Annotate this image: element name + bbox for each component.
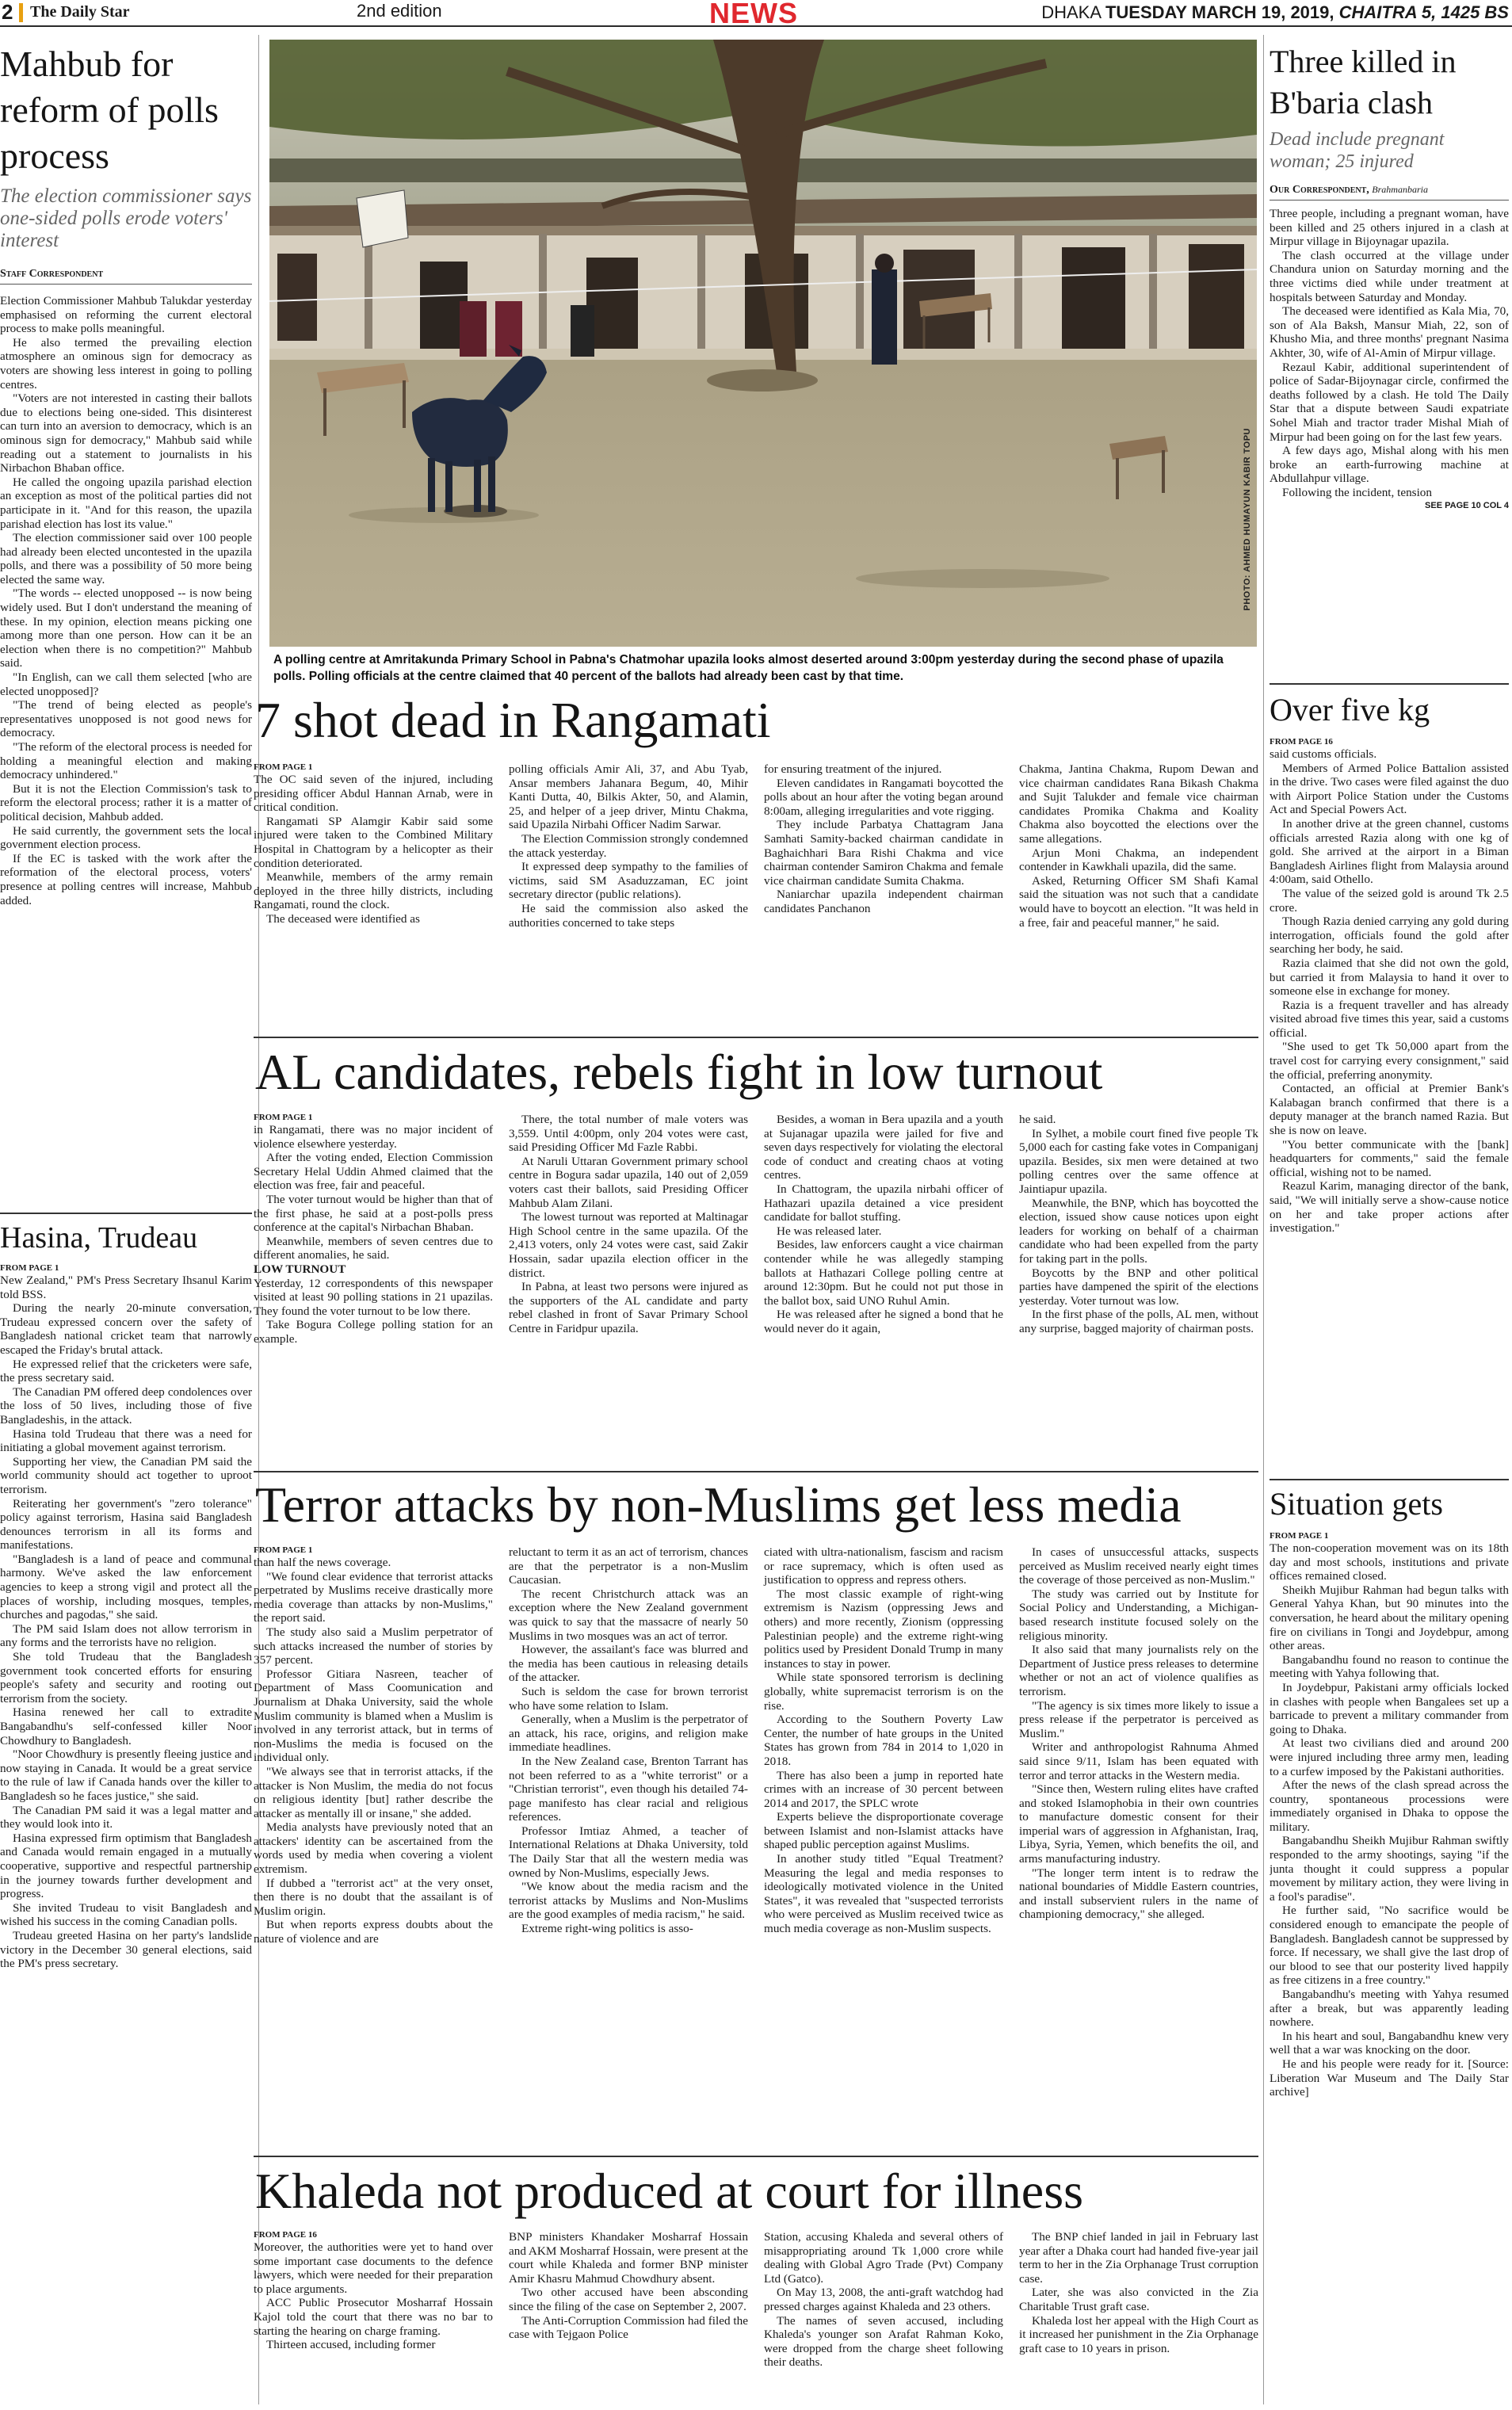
paragraph: The Canadian PM said it was a legal matter and they would look into it.	[0, 1803, 252, 1831]
paragraph: Trudeau greeted Hasina on her party's landslide victory in the December 30 general elections, said the PM's press secretary.	[0, 1928, 252, 1971]
paragraph: According to the Southern Poverty Law Center, the number of hate groups in the United States has grown from 784 in 2014 to 1,020 in 2018.	[764, 1713, 1003, 1768]
headline: Over five kg	[1270, 692, 1430, 728]
paragraph: In the New Zealand case, Brenton Tarrant has not been referred to as a "white terrorist" or a "Christian terrorist", even though his detailed 74-page manifesto has clear racial and religious references.	[509, 1754, 748, 1824]
paragraph: Though Razia denied carrying any gold during interrogation, officials found the gold after searching her body, he said.	[1270, 915, 1509, 957]
dateline-city: DHAKA	[1041, 2, 1101, 22]
paragraph: The PM said Islam does not allow terrorism in any forms and the terrorists have no religion.	[0, 1621, 252, 1650]
headline: Terror attacks by non-Muslims get less media	[255, 1476, 1182, 1533]
section-label: NEWS	[709, 0, 798, 29]
paragraph: If the EC is tasked with the work after the reformation of the electoral process, voters' presence at polling centres will increase, Mahbub added.	[0, 851, 252, 907]
paragraph: The recent Christchurch attack was an exception where the New Zealand government was quick to say that the massacre of nearly 50 Muslims in two mosques was an act of terror.	[509, 1587, 748, 1643]
paragraph: The deceased were identified as	[266, 911, 420, 926]
headline: AL candidates, rebels fight in low turnout	[255, 1044, 1103, 1100]
paragraph: The election commissioner said over 100 people had already been elected uncontested in the upazila polls, and there was a possibility of 50 more being elected the same way.	[0, 531, 252, 586]
text-column	[1019, 2230, 1258, 2406]
paragraph: "Bangladesh is a land of peace and communal harmony. We've asked the law enforcement agencies to keep a strong vigil and protect all the places of worship, including mosques, temples, churches and pagodas," she said.	[0, 1552, 252, 1622]
paragraph: than half the news coverage.	[254, 1556, 391, 1569]
paragraph: The OC said seven of the injured, including presiding officer Abdul Hannan Arnab, were in critical condition.	[254, 773, 493, 815]
paragraph: He said currently, the government sets the local government election process.	[0, 823, 252, 852]
divider	[254, 2156, 1258, 2157]
article-body	[0, 1274, 252, 1971]
paragraph: The most classic example of right-wing extremism is Nazism (oppressing Jews and others) and more recently, Zionism (oppressing Palestinian people) and the extreme right-wing politics used by President Donald Trump in many instances to stay in power.	[764, 1587, 1003, 1671]
paragraph: Supporting her view, the Canadian PM said the world community should act together to uproot terrorism.	[0, 1454, 252, 1496]
paragraph: Bangabandhu found no reason to continue the meeting with Yahya following that.	[1270, 1652, 1509, 1681]
paragraph: Yesterday, 12 correspondents of this newspaper visited at least 90 polling stations in 21 upazilas. They found the voter turnout to be low there.	[254, 1276, 493, 1318]
paragraph: Besides, a woman in Bera upazila and a youth at Sujanagar upazila were jailed for five and seven days respectively for violating the electoral code of conduct and creating chaos at voting centres.	[764, 1113, 1003, 1182]
paragraph: In his heart and soul, Bangabandhu knew very well that a war was knocking on the door.	[1270, 2029, 1509, 2057]
paragraph: During the nearly 20-minute conversation, Trudeau expressed concern over the safety of Bangladesh national cricket team that narrowly escaped the Friday's brutal attack.	[0, 1301, 252, 1357]
polling-centre-illustration	[269, 40, 1257, 647]
paragraph: Two other accused have been absconding since the filing of the case on September 2, 2007.	[509, 2286, 748, 2313]
paragraph: In Sylhet, a mobile court fined five people Tk 5,000 each for casting fake votes in Companiganj upazila. Besides, six men were detained at two polling centres over the same offence at Jaintiapur upazila.	[1019, 1126, 1258, 1196]
paragraph: At least two civilians died and around 200 were injured including three army men, leading to a curfew imposed by the Pakistani authorities.	[1270, 1736, 1509, 1778]
paragraph: "You better communicate with the [bank] headquarters for comments," said the female official, wishing not to be named.	[1270, 1137, 1509, 1179]
article-rangamati-body	[254, 762, 1258, 1032]
text-column	[509, 1545, 748, 2156]
headline: Situation gets	[1270, 1486, 1443, 1522]
jump-kicker: FROM PAGE 1	[254, 1545, 313, 1555]
article-al-candidates	[254, 1043, 1258, 1106]
text-column	[254, 762, 493, 1032]
paragraph: But when reports express doubts about the nature of violence and are	[254, 1918, 493, 1946]
deck: Dead include pregnant woman; 25 injured	[1270, 129, 1445, 172]
paragraph: Later, she was also convicted in the Zia Charitable Trust graft case.	[1019, 2286, 1258, 2313]
paragraph: The BNP chief landed in jail in February last year after a Dhaka court had handed five-year jail term to her in the Zia Orphanage Trust corruption case.	[1019, 2230, 1258, 2286]
paragraph: Meanwhile, the BNP, which has boycotted the election, issued show cause notices upon eight leaders for working on behalf of a chairman candidate who had been expelled from the party for taking part in the polls.	[1019, 1196, 1258, 1266]
divider	[0, 1213, 252, 1214]
article-khaleda	[254, 2162, 1258, 2225]
continued-label: SEE PAGE 10 COL 4	[1425, 501, 1509, 511]
photo-caption: A polling centre at Amritakunda Primary School in Pabna's Chatmohar upazila looks almost deserted around 3:00pm yesterday during the second phase of upazila polls. Polling officials at the centre claimed that 40 percent of the ballots had already been cast by that time.	[273, 653, 1224, 683]
paragraph: BNP ministers Khandaker Mosharraf Hossain and AKM Mosharraf Hossain, were present at the court while Khaleda and former BNP minister Amir Khasru Mahmud Chowdhury absent.	[509, 2230, 748, 2286]
paragraph: In another study titled "Equal Treatment? Measuring the legal and media responses to ideologically motivated violence in the United States", it was revealed that "suspected terrorists who were perceived as Muslim received twice as much media coverage as non-Muslim suspects.	[764, 1852, 1003, 1936]
paragraph: She invited Trudeau to visit Bangladesh and wished his success in the coming Canadian polls.	[0, 1900, 252, 1929]
paragraph: Sheikh Mujibur Rahman had begun talks with General Yahya Khan, but 90 minutes into the conversation, he heard about the military opening fire on civilians in Tongi and Joydebpur, among other areas.	[1270, 1583, 1509, 1653]
paragraph: "Noor Chowdhury is presently fleeing justice and now staying in Canada. It would be a great service to the rule of law if Canada hands over the killer to Bangladesh so he faces justice," she said.	[0, 1747, 252, 1803]
article-body	[1270, 747, 1509, 1236]
paragraph: Razia claimed that she did not own the gold, but carried it from Malaysia to hand it over to someone else in exchange for money.	[1270, 956, 1509, 999]
article-terror-body	[254, 1545, 1258, 2156]
headline: Khaleda not produced at court for illness	[255, 2163, 1083, 2219]
paragraph: "The agency is six times more likely to issue a press release if the perpetrator is perceived as Muslim."	[1019, 1698, 1258, 1740]
paragraph: Extreme right-wing politics is asso-	[521, 1922, 693, 1936]
paragraph: ciated with ultra-nationalism, fascism and racism or race supremacy, which is often used as justification to oppress and repress others.	[764, 1545, 1003, 1587]
paragraph: "The trend of being elected as people's representatives unopposed is not good news for democracy.	[0, 698, 252, 740]
article-body	[1270, 1541, 1509, 2099]
paragraph: Generally, when a Muslim is the perpetrator of an attack, his race, origins, and religion make immediate headlines.	[509, 1713, 748, 1755]
text-column	[509, 1113, 748, 1446]
paragraph: At Naruli Uttaran Government primary school centre in Bogura sadar upazila, 140 out of 2,059 voters cast their ballots, said Presiding Officer Mahbub Alam Zilani.	[509, 1154, 748, 1210]
paragraph: Naniarchar upazila independent chairman candidates Panchanon	[764, 888, 1003, 915]
paragraph: Professor Gitiara Nasreen, teacher of Department of Mass Coomunication and Journalism at Dhaka University, said the whole Muslim community is blamed when a Muslim is involved in any terrorist attack, but in terms of non-Muslims the media is focused on the individual only.	[254, 1667, 493, 1765]
paragraph: The study was carried out by Institute for Social Policy and Understanding, a Michigan-based research institute focused solely on the religious minority.	[1019, 1587, 1258, 1643]
text-column	[254, 1113, 493, 1446]
byline-name: Our Correspondent,	[1270, 184, 1369, 196]
headline: Hasina, Trudeau	[0, 1221, 198, 1255]
paragraph: "The longer term intent is to redraw the national boundaries of Middle Eastern countries, and install subservient rulers in the name of championing democracy," she alleged.	[1019, 1866, 1258, 1922]
dateline-main: TUESDAY MARCH 19, 2019,	[1105, 2, 1334, 22]
article-al-body	[254, 1113, 1258, 1446]
paragraph: It also said that many journalists rely on the Department of Justice press releases to determine whether or not an act of violence qualifies as terrorism.	[1019, 1643, 1258, 1698]
text-column	[1019, 762, 1258, 1032]
headline: Mahbub for reform of polls process	[0, 44, 219, 176]
article-situation-gets	[1270, 1485, 1509, 2409]
paragraph: If dubbed a "terrorist act" at the very onset, then there is no doubt that the assailant is of Muslim origin.	[254, 1876, 493, 1918]
paragraph: Experts believe the disproportionate coverage between Islamist and non-Islamist attacks have shaped public perception against Muslims.	[764, 1810, 1003, 1852]
paragraph: Hasina told Trudeau that there was a need for initiating a global movement against terrorism.	[0, 1427, 252, 1455]
jump-kicker: FROM PAGE 1	[0, 1263, 59, 1273]
headline: Three killed in B'baria clash	[1270, 44, 1457, 120]
headline: 7 shot dead in Rangamati	[255, 692, 771, 748]
paragraph: On May 13, 2008, the anti-graft watchdog had pressed charges against Khaleda and 23 others.	[764, 2286, 1003, 2313]
divider	[254, 1037, 1258, 1038]
paragraph: In Joydebpur, Pakistani army officials locked in clashes with people when Bangalees set up a barricade to prevent a military commander from going to Dhaka.	[1270, 1680, 1509, 1736]
paragraph: Rezaul Kabir, additional superintendent of police of Sadar-Bijoynagar circle, confirmed the deaths followed by a clash. He told The Daily Star that a dispute between Saudi expatriate Sohel Miah and tractor trader Mishal Miah of Mirpur had been going on for the last few years.	[1270, 360, 1509, 444]
paragraph: Take Bogura College polling station for an example.	[254, 1318, 493, 1346]
paragraph: He also termed the prevailing election atmosphere an ominous sign for democracy as voters are showing less interest in going to polling centres.	[0, 335, 252, 391]
paragraph: "We always see that in terrorist attacks, if the attacker is Non Muslim, the media do not focus on religious identity [but] rather describe the attacker as mentally ill or insane," she added.	[254, 1764, 493, 1820]
article-terror-attacks	[254, 1476, 1258, 1539]
page-number: 2	[2, 0, 13, 24]
page-number-bar	[19, 3, 23, 22]
paragraph: The lowest turnout was reported at Maltinagar High School centre in the same upazila. Of the 2,413 voters, only 24 votes were cast, said Zakir Hossain, sadar upazila election officer in the district.	[509, 1210, 748, 1280]
paragraph: There has also been a jump in reported hate crimes with an increase of 30 percent between 2014 and 2017, the SPLC wrote	[764, 1768, 1003, 1810]
paragraph: The value of the seized gold is around Tk 2.5 crore.	[1270, 886, 1509, 915]
photo-credit: PHOTO: AHMED HUMAYUN KABIR TOPU	[1243, 428, 1252, 611]
text-column	[764, 762, 1003, 1032]
paragraph: The non-cooperation movement was on its 18th day and most schools, institutions and private offices remained closed.	[1270, 1541, 1509, 1583]
paragraph: Bangabandhu Sheikh Mujibur Rahman swiftly responded to the army shootings, saying "if the junta thought it could suppress a popular movement by military action, they were living in a fool's paradise".	[1270, 1834, 1509, 1904]
paragraph: "The reform of the electoral process is needed for holding a meaningful election and making democracy unhindered."	[0, 740, 252, 782]
byline: Staff Correspondent	[0, 268, 252, 285]
paragraph: The names of seven accused, including Khaleda's younger son Arafat Rahman Koko, were dropped from the charge sheet following their deaths.	[764, 2313, 1003, 2370]
paragraph: ACC Public Prosecutor Mosharraf Hossain Kajol told the court that there was no bar to starting the hearing on charge framing.	[254, 2296, 493, 2338]
paragraph: Moreover, the authorities were yet to hand over some important case documents to the defence lawyers, which were needed for their preparation to place arguments.	[254, 2240, 493, 2296]
jump-kicker: FROM PAGE 1	[1270, 1531, 1329, 1541]
jump-kicker: FROM PAGE 1	[254, 762, 313, 772]
paragraph: "We know about the media racism and the terrorist attacks by Muslims and Non-Muslims are the good examples of media racism," he said.	[509, 1880, 748, 1922]
news-photo	[269, 40, 1257, 647]
paragraph: Thirteen accused, including former	[266, 2338, 436, 2352]
text-column	[764, 1113, 1003, 1446]
divider	[1270, 1479, 1509, 1480]
paragraph: in Rangamati, there was no major incident of violence elsewhere yesterday.	[254, 1123, 493, 1151]
article-khaleda-body	[254, 2230, 1258, 2406]
jump-kicker: FROM PAGE 1	[254, 1113, 313, 1122]
paragraph: Chakma, Jantina Chakma, Rupom Dewan and vice chairman candidates Rana Bikash Chakma and Sujit Talukder and female vice chairman candidates Promika Chakma and Koality Chakma also boycotted the elections over the same allegations.	[1019, 762, 1258, 846]
article-hasina	[0, 1220, 252, 2409]
paragraph: Eleven candidates in Rangamati boycotted the polls about an hour after the voting began around 8:00am, alleging irregularities and vote rigging.	[764, 776, 1003, 818]
paragraph: reluctant to term it as an act of terrorism, chances are that the perpetrator is a non-Muslim Caucasian.	[509, 1545, 748, 1587]
paragraph: Media analysts have previously noted that an attackers' identity can be ascertained from the words used by media when covering a violent extremism.	[254, 1820, 493, 1877]
paragraph: He said the commission also asked the authorities concerned to take steps	[509, 901, 748, 930]
column-rule	[1263, 35, 1264, 2404]
text-column	[764, 1545, 1003, 2156]
paragraph: "We found clear evidence that terrorist attacks perpetrated by Muslims receive drastically more media coverage than attacks by non-Muslims," the report said.	[254, 1569, 493, 1625]
paragraph: However, the assailant's face was blurred and the media has been cautious in releasing details of the attacker.	[509, 1643, 748, 1685]
jump-kicker: FROM PAGE 16	[254, 2230, 317, 2240]
text-column	[1019, 1113, 1258, 1446]
paragraph: "In English, can we call them selected [who are elected unopposed]?	[0, 670, 252, 698]
paragraph: "Since then, Western ruling elites have crafted and stoked Islamophobia in their own countries to manufacture domestic consent for their imperial wars of aggression in Afghanistan, Iraq, Libya, Syria, Yemen, which benefits the oil, and arms manufacturing industry.	[1019, 1782, 1258, 1866]
edition-label: 2nd edition	[357, 1, 442, 21]
paragraph: In the first phase of the polls, AL men, without any surprise, bagged majority of chairman posts.	[1019, 1308, 1258, 1335]
text-column	[254, 1545, 493, 2156]
paragraph: New Zealand," PM's Press Secretary Ihsanul Karim told BSS.	[0, 1274, 252, 1301]
subheading: LOW TURNOUT	[254, 1262, 346, 1276]
paragraph: Members of Armed Police Battalion assisted in the drive. Two cases were filed against the duo with Airport Police Station under the Customs Act and Special Powers Act.	[1270, 761, 1509, 817]
paragraph: for ensuring treatment of the injured.	[764, 762, 942, 776]
paragraph: Asked, Returning Officer SM Shafi Kamal said the situation was not such that a candidate would have to boycott an election. "It was held in a free, fair and peaceful manner," he said.	[1019, 873, 1258, 930]
paragraph: Such is seldom the case for brown terrorist who have some relation to Islam.	[509, 1684, 748, 1713]
paragraph: He and his people were ready for it. [Source: Liberation War Museum and The Daily Star archive]	[1270, 2057, 1509, 2099]
text-column	[764, 2230, 1003, 2406]
paragraph: Reiterating her government's "zero tolerance" policy against terrorism, Hasina said Bangladesh denounces terrorism in all its forms and manifestations.	[0, 1496, 252, 1553]
paragraph: Arjun Moni Chakma, an independent contender in Kawkhali upazila, did the same.	[1019, 846, 1258, 874]
paragraph: Rangamati SP Alamgir Kabir said some injured were taken to the Combined Military Hospital in Chattogram by a helicopter as their condition deteriorated.	[254, 814, 493, 870]
paragraph: They include Parbatya Chattagram Jana Samhati Samity-backed chairman candidate in Baghaichhari Bara Rishi Chakma and vice chairman contender Samiron Chakma and female vice chairman candidate Sumita Chakma.	[764, 818, 1003, 888]
deck: The election commissioner says one-sided polls erode voters' interest	[0, 185, 252, 251]
paragraph: After the news of the clash spread across the country, spontaneous processions were immediately organised in Dhaka to oppose the military.	[1270, 1778, 1509, 1834]
paragraph: There, the total number of male voters was 3,559. Until 4:00pm, only 204 votes were cast, said Presiding Officer Md Fazle Rabbi.	[509, 1113, 748, 1155]
paragraph: Three people, including a pregnant woman, have been killed and 25 others injured in a clash at Mirpur village in Bijoynagar upazila.	[1270, 207, 1509, 249]
paragraph: said customs officials.	[1270, 747, 1377, 761]
paragraph: Hasina renewed her call to extradite Bangabandhu's self-confessed killer Noor Chowdhury to Bangladesh.	[0, 1705, 252, 1747]
paragraph: Following the incident, tension	[1282, 485, 1432, 499]
paragraph: A few days ago, Mishal along with his men broke an earth-furrowing machine at Abdullahpur village.	[1270, 444, 1509, 486]
paragraph: He expressed relief that the cricketers were safe, the press secretary said.	[0, 1357, 252, 1385]
paragraph: Meanwhile, members of seven centres due to different anomalies, he said.	[254, 1234, 493, 1262]
paragraph: It expressed deep sympathy to the families of victims, said SM Asaduzzaman, EC joint secretary director (public relations).	[509, 860, 748, 902]
article-body	[1270, 207, 1509, 499]
text-column	[509, 2230, 748, 2406]
paragraph: The study also said a Muslim perpetrator of such attacks increased the number of stories by 357 percent.	[254, 1625, 493, 1667]
dateline	[1041, 2, 1509, 23]
text-column	[254, 2230, 493, 2406]
article-body	[0, 294, 252, 907]
text-column	[509, 762, 748, 1032]
paragraph: Writer and anthropologist Rahnuma Ahmed said since 9/11, Islam has been equated with terror and terror attacks in the Western media.	[1019, 1740, 1258, 1782]
article-bbaria-clash	[1270, 41, 1509, 675]
paragraph: he said.	[1019, 1113, 1056, 1126]
divider	[254, 1471, 1258, 1472]
paragraph: Station, accusing Khaleda and several others of misappropriating around Tk 1,000 crore while dealing with Global Agro Trade (Pvt) Company Ltd (Gatco).	[764, 2230, 1003, 2286]
paragraph: polling officials Amir Ali, 37, and Abu Tyab, Ansar members Jahanara Begum, 40, Mihir Kanti Dutta, 40, Bilkis Akter, 50, and Alamin, 25, and helper of a jeep driver, Mintu Chakma, said Upazila Nirbahi Officer Nadim Sarwar.	[509, 762, 748, 832]
paragraph: Contacted, an official at Premier Bank's Kalabagan branch confirmed that there is a deputy manager at the branch named Razia. But she is now on leave.	[1270, 1082, 1509, 1138]
paragraph: In Pabna, at least two persons were injured as the supporters of the AL candidate and party rebel clashed in front of Savar Primary School Centre in Faridpur upazila.	[509, 1280, 748, 1335]
paragraph: In another drive at the green channel, customs officials arrested Razia along with one kg of gold. She arrived at the airport in a Biman Bangladesh Airlines flight from Malaysia around 4:00am, said Othello.	[1270, 816, 1509, 887]
paragraph: In Chattogram, the upazila nirbahi officer of Hathazari upazila detained a vice president candidate for ballot stuffing.	[764, 1182, 1003, 1224]
paragraph: While state sponsored terrorism is declining globally, white supremacist terrorism is on the rise.	[764, 1671, 1003, 1713]
paragraph: Election Commissioner Mahbub Talukdar yesterday emphasised on reforming the current electoral process to make polls meaningful.	[0, 294, 252, 336]
paragraph: He further said, "No sacrifice would be considered enough to emancipate the people of Bangladesh. Bangladesh cannot be suppressed by force. If necessary, we shall give the last drop of our blood to see that our posterity lived happily as free citizens in a free country."	[1270, 1904, 1509, 1988]
paragraph: Razia is a frequent traveller and has already visited abroad five times this year, said a customs official.	[1270, 998, 1509, 1040]
paragraph: The voter turnout would be higher than that of the first phase, he said at a post-polls press conference at the capital's Nirbachan Bhaban.	[254, 1192, 493, 1235]
paragraph: Professor Imtiaz Ahmed, a teacher of International Relations at Dhaka University, told The Daily Star that all the western media was owned by Non-Muslims, especially Jews.	[509, 1824, 748, 1880]
byline-place: Brahmanbaria	[1372, 184, 1428, 195]
paragraph: After the voting ended, Election Commission Secretary Helal Uddin Ahmed claimed that the election was free, fair and peaceful.	[254, 1151, 493, 1193]
paragraph: In cases of unsuccessful attacks, suspects perceived as Muslim received nearly eight times the coverage of those perceived as non-Muslim."	[1019, 1545, 1258, 1587]
jump-kicker: FROM PAGE 16	[1270, 737, 1333, 747]
paragraph: He was released later.	[777, 1224, 882, 1238]
article-over-five-kg	[1270, 691, 1509, 1476]
divider	[1270, 683, 1509, 685]
paragraph: Hasina expressed firm optimism that Bangladesh and Canada would remain engaged in a mutually cooperative, supportive and respectful partnership in the journey towards further development and progress.	[0, 1831, 252, 1901]
byline	[1270, 184, 1509, 201]
text-column	[1019, 1545, 1258, 2156]
masthead	[0, 0, 1512, 27]
article-mahbub	[0, 41, 252, 1206]
paragraph: "The words -- elected unopposed -- is now being widely used. But I don't understand the meaning of these. In my opinion, election means picking one among more than one person. How can it be an election when there is no competition?" Mahbub said.	[0, 586, 252, 670]
paragraph: Meanwhile, members of the army remain deployed in the three hilly districts, including Rangamati, round the clock.	[254, 870, 493, 912]
paragraph: The Anti-Corruption Commission had filed the case with Tejgaon Police	[509, 2313, 748, 2342]
paragraph: Besides, law enforcers caught a vice chairman contender while he was allegedly stamping ballots at Hathazari College polling centre at around 12:30pm. But he could not put those in the ballot box, said UNO Ruhul Amin.	[764, 1238, 1003, 1308]
paragraph: He was released after he signed a bond that he would never do it again,	[764, 1308, 1003, 1335]
paragraph: "Voters are not interested in casting their ballots due to elections being one-sided. This disinterest can turn into an aversion to democracy, which is an ominous sign for democracy," Mahbub said while reading out a statement to journalists in his Nirbachon Bhaban office.	[0, 391, 252, 476]
paragraph: The clash occurred at the village under Chandura union on Saturday morning and the three victims died while under treatment at hospitals between Saturday and Monday.	[1270, 248, 1509, 304]
paragraph: She told Trudeau that the Bangladesh government took concerted efforts for ensuring people's safety and security and rooting out terrorism from the society.	[0, 1650, 252, 1705]
paragraph: "She used to get Tk 50,000 apart from the travel cost for carrying every consignment," said the official, preferring anonymity.	[1270, 1040, 1509, 1082]
paragraph: But it is not the Election Commission's task to reform the electoral process; rather it is a matter of political decision, Mahbub added.	[0, 781, 252, 823]
paragraph: The deceased were identified as Kala Mia, 70, son of Ala Baksh, Mansur Miah, 22, son of Khusho Mia, and three months' pregnant Nasima Akhter, 30, wife of Al-Amin of Mirpur village.	[1270, 304, 1509, 360]
paragraph: Boycotts by the BNP and other political parties have dampened the spirit of the elections yesterday. Voter turnout was low.	[1019, 1266, 1258, 1308]
paper-name: The Daily Star	[30, 3, 130, 21]
paragraph: He called the ongoing upazila parishad election an exception as most of the political parties did not participate in it. "And for this reason, the upazila parishad election has lost its value."	[0, 475, 252, 531]
paragraph: The Canadian PM offered deep condolences over the loss of 50 lives, including those of five Bangladeshis, in the attack.	[0, 1385, 252, 1427]
paragraph: Reazul Karim, managing director of the bank, said, "We will initially serve a show-cause notice on her and take proper actions after investigation."	[1270, 1179, 1509, 1236]
dateline-bangla: CHAITRA 5, 1425 BS	[1338, 2, 1509, 22]
paragraph: The Election Commission strongly condemned the attack yesterday.	[509, 831, 748, 860]
paragraph: Khaleda lost her appeal with the High Court as it increased her punishment in the Zia Orphanage graft case to 10 years in prison.	[1019, 2313, 1258, 2355]
paragraph: Bangabandhu's meeting with Yahya resumed after a break, but was apparently leading nowhere.	[1270, 1988, 1509, 2030]
